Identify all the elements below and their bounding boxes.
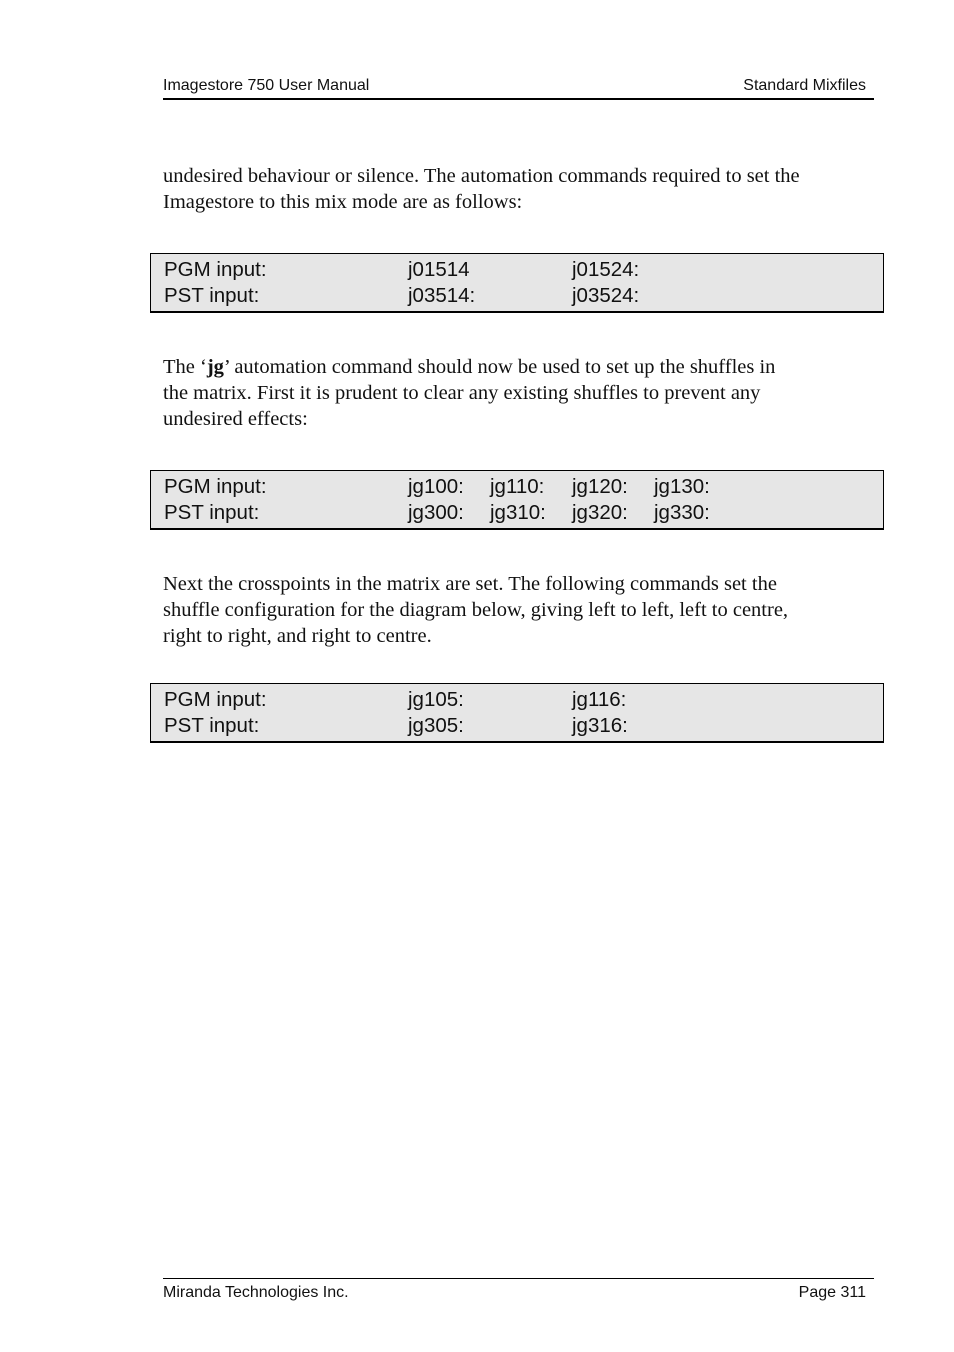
command-code: jg130: — [654, 475, 710, 498]
command-code: j01514 — [408, 258, 470, 281]
command-row-pgm — [151, 688, 883, 714]
page-header — [163, 76, 874, 100]
command-row-pgm — [151, 475, 883, 501]
header-section-title: Standard Mixfiles — [743, 77, 866, 94]
command-box-crosspoints — [150, 683, 884, 743]
page-footer — [163, 1278, 874, 1304]
paragraph-mix-mode-intro — [163, 163, 875, 215]
paragraph-line: Next the crosspoints in the matrix are set. The following commands set the — [163, 573, 777, 595]
paragraph-jg-command — [163, 354, 875, 432]
row-label: PST input: — [164, 501, 260, 524]
paragraph-line — [163, 354, 875, 380]
command-row-pgm — [151, 258, 883, 284]
command-code: jg300: — [408, 501, 464, 524]
command-code: jg105: — [408, 688, 464, 711]
command-code: jg110: — [490, 475, 545, 498]
header-manual-title: Imagestore 750 User Manual — [163, 77, 370, 94]
paragraph-line: undesired behaviour or silence. The automation commands required to set the — [163, 165, 800, 187]
paragraph-line: the matrix. First it is prudent to clear any existing shuffles to prevent any — [163, 382, 761, 404]
row-label: PGM input: — [164, 475, 267, 498]
footer-page-number: Page 311 — [798, 1284, 866, 1301]
command-box-clear-shuffles — [150, 470, 884, 530]
paragraph-line: shuffle configuration for the diagram below, giving left to left, left to centre, — [163, 599, 789, 621]
command-code: j03514: — [408, 284, 476, 307]
command-name-bold: jg — [206, 356, 224, 378]
command-row-pst — [151, 284, 883, 310]
command-code: jg320: — [572, 501, 628, 524]
row-label: PST input: — [164, 714, 260, 737]
command-code: jg305: — [408, 714, 464, 737]
command-box-mix-mode — [150, 253, 884, 313]
paragraph-line: undesired effects: — [163, 408, 308, 430]
text-fragment: ’ automation command should now be used to set up the shuffles in — [223, 356, 776, 378]
row-label: PST input: — [164, 284, 260, 307]
paragraph-line: right to right, and right to centre. — [163, 625, 432, 647]
command-code: jg330: — [654, 501, 710, 524]
footer-company: Miranda Technologies Inc. — [163, 1284, 349, 1301]
command-row-pst — [151, 501, 883, 527]
paragraph-crosspoints — [163, 571, 875, 649]
command-code: jg120: — [572, 475, 628, 498]
row-label: PGM input: — [164, 258, 267, 281]
row-label: PGM input: — [164, 688, 267, 711]
command-code: jg316: — [572, 714, 628, 737]
command-code: j01524: — [572, 258, 640, 281]
command-code: jg310: — [490, 501, 546, 524]
command-code: j03524: — [572, 284, 640, 307]
command-code: jg100: — [408, 475, 464, 498]
text-fragment: The ‘ — [163, 356, 207, 378]
command-code: jg116: — [572, 688, 627, 711]
command-row-pst — [151, 714, 883, 740]
paragraph-line: Imagestore to this mix mode are as follows: — [163, 191, 523, 213]
